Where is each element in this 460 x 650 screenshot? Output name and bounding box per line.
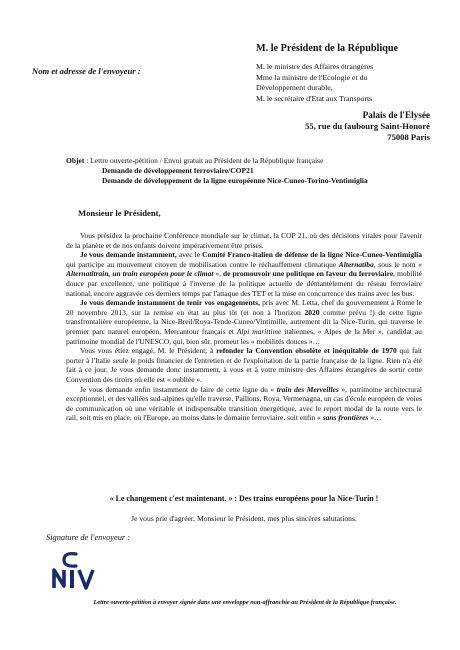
recipient-block: [256, 44, 456, 105]
recipient-line: M. le secrétaire d'Etat aux Transports: [256, 94, 373, 104]
closing-formula: Je vous prie d'agréer, Monsieur le Président, mes plus sincères salutations.: [131, 514, 357, 523]
paragraph-1: Vous présidez la prochaine Conférence mondiale sur le climat, la COP 21, où des décisions vitales pour l'avenir de la planète et de nos enfants doivent impérativement être prises.: [66, 231, 422, 250]
object-label: Objet: [66, 156, 85, 165]
address-line: Palais de l'Elysée: [362, 110, 430, 120]
object-line: Demande de développement ferroviaire/COP21: [102, 166, 254, 176]
object-line: : Lettre ouverte-pétition / Envoi gratuit au Président de la République française: [84, 156, 324, 165]
address-line: 55, rue du faubourg Saint-Honoré: [305, 121, 430, 131]
paragraph-2: Je vous demande instamment, avec le Comité Franco-italien de défense de la ligne Nice-Cuneo-Ventimiglia qui participe au mouvement citoyen de mobilisation contre le réchauffement climatique Alternatiba, sous le nom « Alternatitrain, un train européen pour le climat », de promouvoir une politique en faveur du ferroviaire, mobilité douce par excellence, une politique à l'inverse de la politique actuelle de démantèlement du réseau ferroviaire national, encore aggravée ces derniers temps par l'attaque des TET et la mise en concurrence des trains avec les bus.: [66, 250, 423, 298]
cnv-logo: [50, 550, 98, 592]
address-line: 75008 Paris: [387, 132, 430, 142]
footer-note: Lettre ouverte-pétition à envoyer signée dans une enveloppe non-affranchie au Président de la République française.: [93, 599, 397, 606]
paragraph-3: Je vous demande instamment de tenir vos engagements, pris avec M. Letta, chef du gouvernement à Rome le 20 novembre 2013, sur la remise en état au plus tôt (et non à l'horizon 2020 comme prévu !) de cette ligne transfrontalière européenne, la Nice-Breil/Roya-Tende-Cuneo/Vintimille, autrement dit la Nice-Turin, qui traverse le premier parc naturel européen, Mercantour français et Alpi marittime italiennes, « Alpes de la Mer », candidat au patrimoine mondial de l'UNESCO, qui, bien sûr, promeut les « mobilités douces »…: [66, 298, 422, 346]
sender-label: Nom et adresse de l'envoyeur :: [32, 66, 141, 76]
letter-body: [66, 231, 422, 423]
slogan: « Le changement c'est maintenant. » : Des trains européens pour la Nice-Turin !: [109, 494, 379, 503]
recipient-line: Développement durable,: [256, 83, 333, 93]
paragraph-4: Vous vous étiez engagé, M. le Président, à refonder la Convention obsolète et inéquitable de 1970 qui fait porter à l'Italie seule le poids financier de l'entretien et de l'exploitation de la partie française de la ligne. Rien n'a été fait à ce jour. Je vous demande donc instamment, à vous et à votre ministre des Affaires étrangères de sortir cette Convention des tiroirs où elle est « oubliée ».: [66, 346, 422, 384]
recipient-line: M. le ministre des Affaires étrangères: [256, 61, 374, 71]
recipient-address: [305, 110, 430, 143]
object-line: Demande de développement de la ligne européenne Nice-Cuneo-Torino-Ventimiglia: [102, 176, 368, 186]
recipient-title: M. le Président de la République: [256, 43, 399, 54]
paragraph-5: Je vous demande enfin instamment de faire de cette ligne du « train des Merveilles », patrimoine architectural exceptionnel, et des vallées sud-alpines qu'elle traverse, Paillons, Roya, Vermenagna, un cas d'école européen de voies de communication où une véritable et indispensable transition énergétique, avec le report modal de la route vers le rail, soit mis en place, où l'Europe, au moins dans le domaine ferroviaire, soit enfin « sans frontières »…: [66, 384, 422, 423]
salutation: Monsieur le Président,: [78, 208, 161, 218]
signature-label: Signature de l'envoyeur :: [46, 533, 131, 542]
object-block: [66, 156, 446, 187]
recipient-line: Mme la ministre de l'Ecologie et du: [256, 72, 368, 82]
